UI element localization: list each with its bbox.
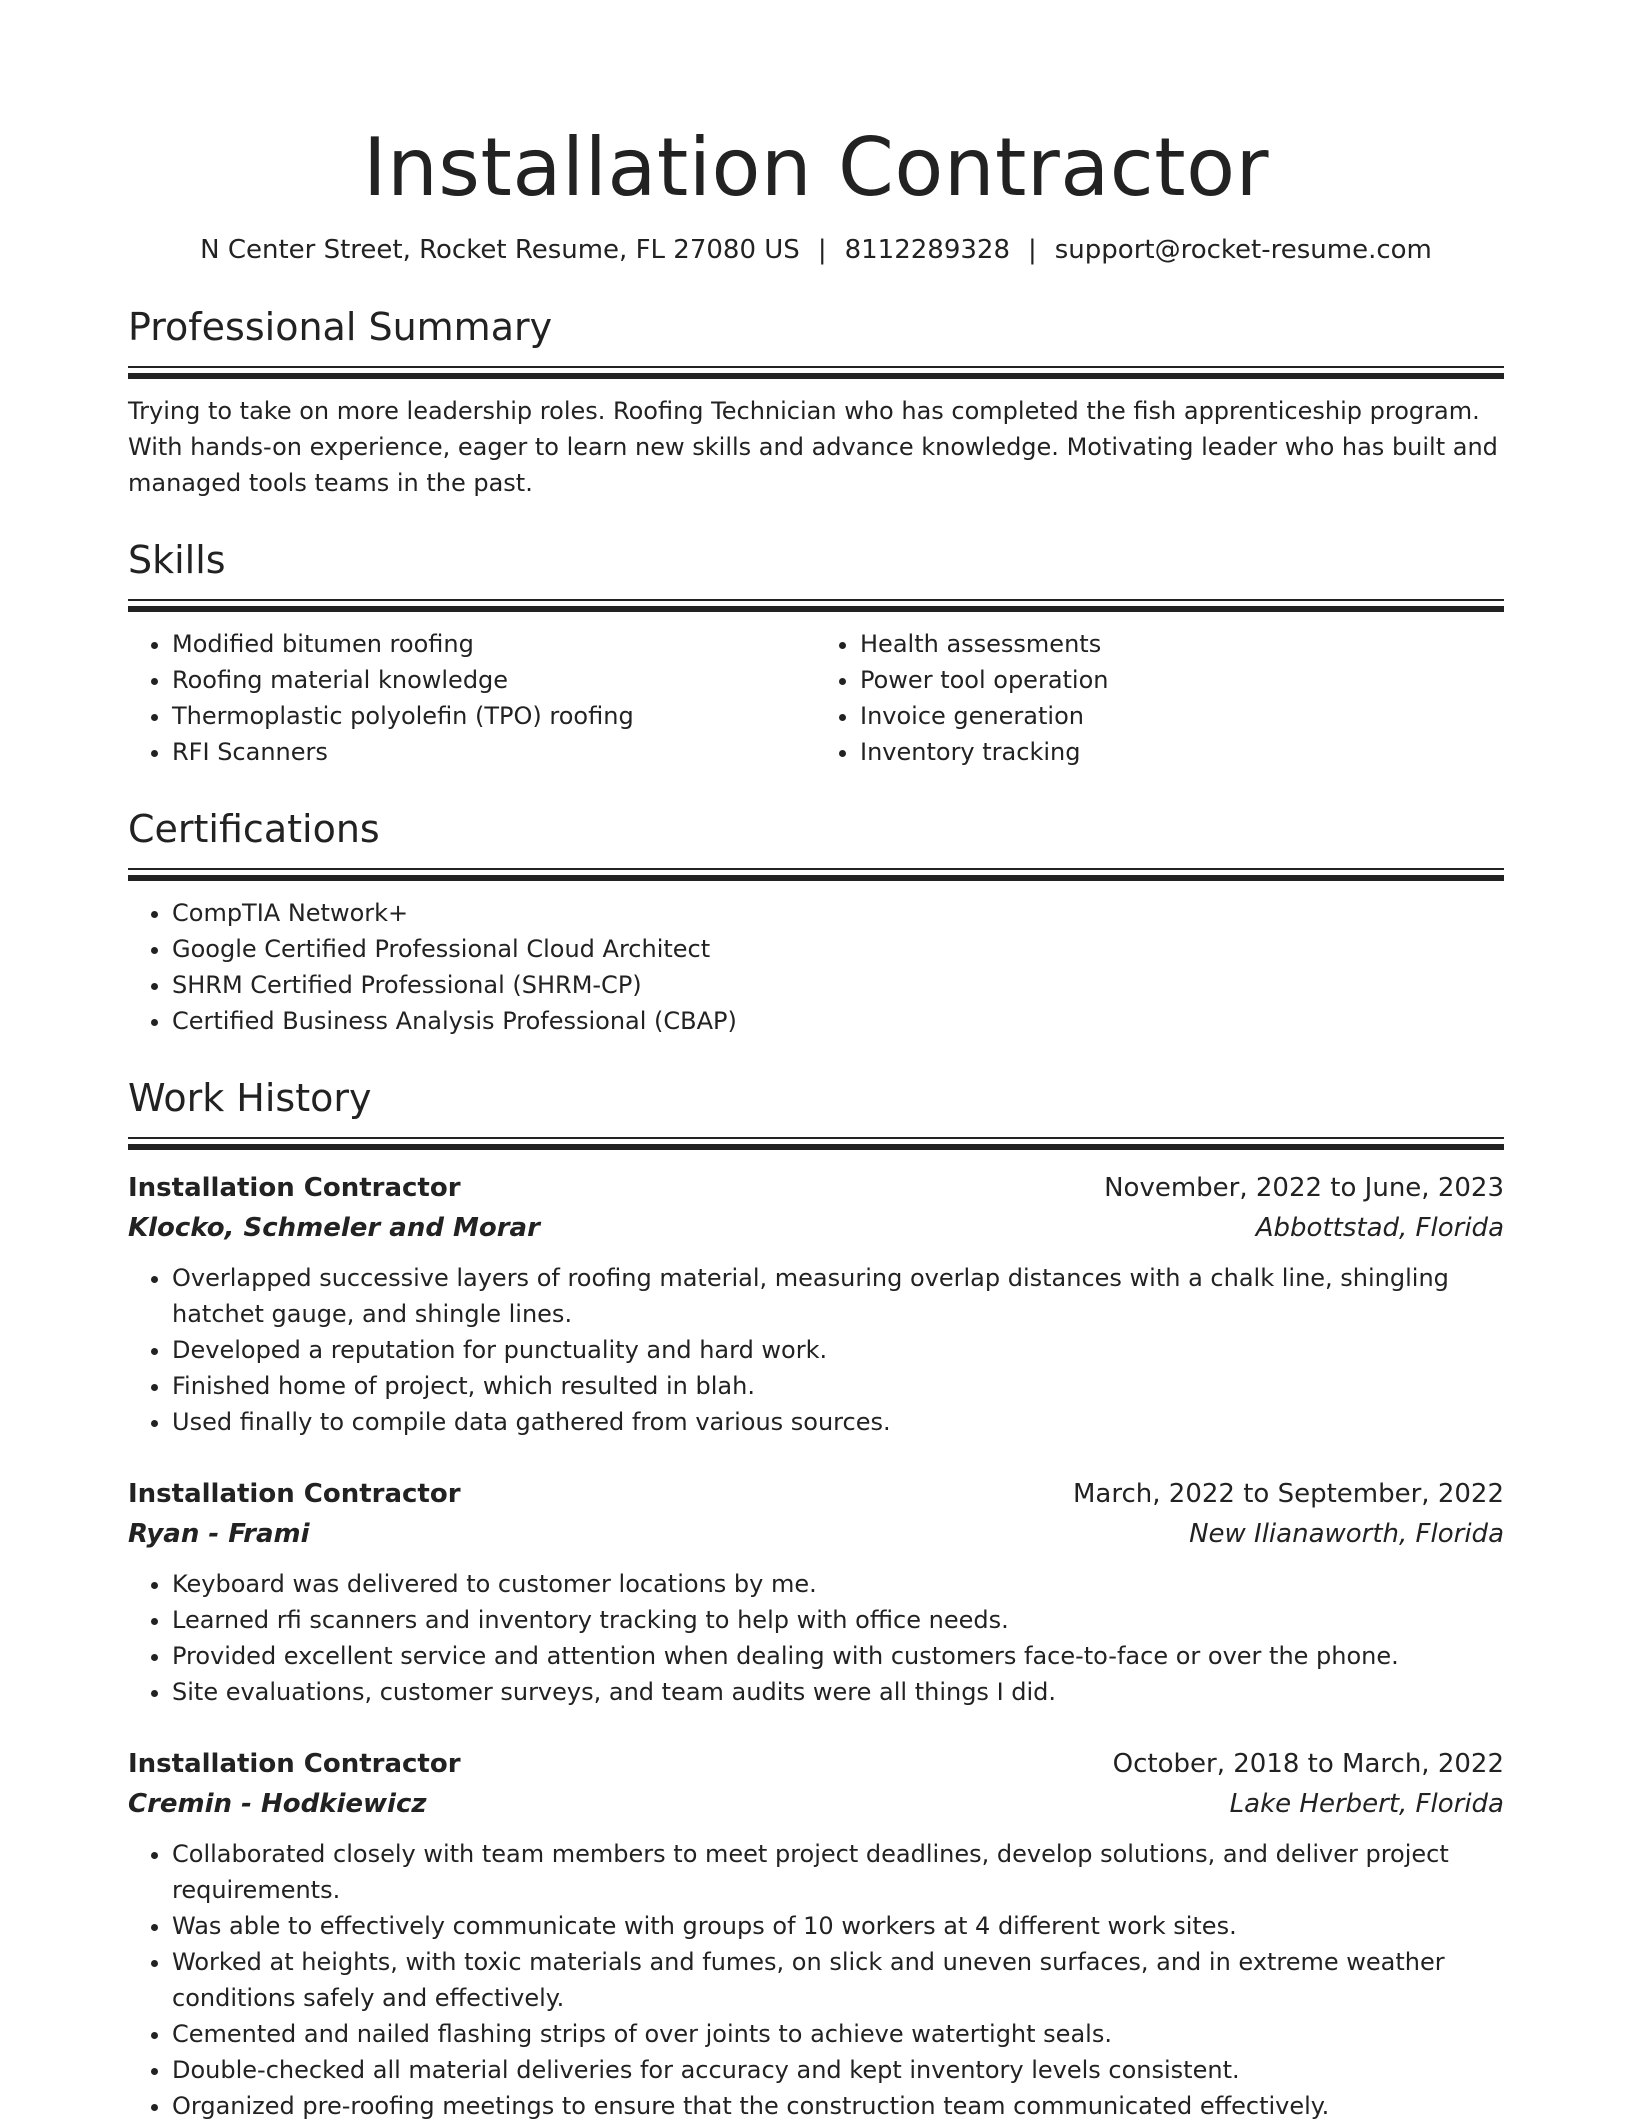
contact-separator: | <box>817 235 827 265</box>
list-item: • Health assessments <box>860 626 1504 662</box>
resume-page <box>128 118 1504 2124</box>
job-title: Installation Contractor <box>128 1173 461 1203</box>
list-item: • CompTIA Network+ <box>172 895 1504 931</box>
section-divider <box>128 868 1504 881</box>
job-entry <box>128 1744 1504 2124</box>
job-company: Ryan - Frami <box>128 1519 310 1549</box>
list-item: • RFI Scanners <box>172 734 816 770</box>
certifications-list <box>128 895 1504 1039</box>
job-entry <box>128 1474 1504 1710</box>
job-location: New Ilianaworth, Florida <box>1189 1519 1504 1549</box>
job-dates: October, 2018 to March, 2022 <box>1112 1749 1504 1779</box>
job-header-row <box>128 1168 1504 1208</box>
contact-email[interactable]: support@rocket-resume.com <box>1054 235 1432 265</box>
job-title: Installation Contractor <box>128 1749 461 1779</box>
list-item: • Developed a reputation for punctuality and hard work. <box>172 1332 1504 1368</box>
job-dates: November, 2022 to June, 2023 <box>1104 1173 1504 1203</box>
list-item: • Learned rfi scanners and inventory tracking to help with office needs. <box>172 1602 1504 1638</box>
list-item: • Cemented and nailed flashing strips of over joints to achieve watertight seals. <box>172 2016 1504 2052</box>
job-entry <box>128 1168 1504 1440</box>
section-work-history <box>128 1073 1504 2124</box>
list-item: • Roofing material knowledge <box>172 662 816 698</box>
section-title: Work History <box>128 1076 372 1120</box>
list-item: • Collaborated closely with team members to meet project deadlines, develop solutions, and deliver project requirements. <box>172 1836 1504 1908</box>
job-dates: March, 2022 to September, 2022 <box>1073 1479 1504 1509</box>
section-certifications <box>128 804 1504 1039</box>
section-divider <box>128 599 1504 612</box>
list-item: • Overlapped successive layers of roofing material, measuring overlap distances with a chalk line, shingling hatchet gauge, and shingle lines. <box>172 1260 1504 1332</box>
job-company-row <box>128 1514 1504 1554</box>
section-title: Certifications <box>128 807 380 851</box>
job-company: Klocko, Schmeler and Morar <box>128 1213 540 1243</box>
list-item: • Worked at heights, with toxic materials and fumes, on slick and uneven surfaces, and in extreme weather conditions safely and effectively. <box>172 1944 1504 2016</box>
job-bullets <box>128 1260 1504 1440</box>
job-location: Lake Herbert, Florida <box>1229 1789 1504 1819</box>
job-title: Installation Contractor <box>128 1479 461 1509</box>
list-item: • Inventory tracking <box>860 734 1504 770</box>
contact-separator: | <box>1028 235 1037 265</box>
job-company: Cremin - Hodkiewicz <box>128 1789 427 1819</box>
list-item: • Power tool operation <box>860 662 1504 698</box>
section-divider <box>128 366 1504 379</box>
list-item: • Used finally to compile data gathered from various sources. <box>172 1404 1504 1440</box>
list-item: • Organized pre-roofing meetings to ensure that the construction team communicated effectively. <box>172 2088 1504 2124</box>
job-location: Abbottstad, Florida <box>1255 1213 1504 1243</box>
section-title: Skills <box>128 538 226 582</box>
section-title: Professional Summary <box>128 305 553 349</box>
skills-list-left <box>128 626 816 770</box>
summary-text: Trying to take on more leadership roles. Roofing Technician who has completed the fish apprenticeship program. With hands-on experience, eager to learn new skills and advance knowledge. Motivating leader who has built and managed tools teams in the past. <box>128 397 1498 497</box>
job-bullets <box>128 1836 1504 2124</box>
list-item: • Modified bitumen roofing <box>172 626 816 662</box>
list-item: • Certified Business Analysis Professional (CBAP) <box>172 1003 1504 1039</box>
list-item: • Site evaluations, customer surveys, and team audits were all things I did. <box>172 1674 1504 1710</box>
list-item: • Google Certified Professional Cloud Architect <box>172 931 1504 967</box>
resume-name: Installation Contractor <box>363 121 1269 214</box>
contact-line <box>128 232 1504 268</box>
job-company-row <box>128 1208 1504 1248</box>
skills-list-right <box>816 626 1504 770</box>
list-item: • Was able to effectively communicate with groups of 10 workers at 4 different work sites. <box>172 1908 1504 1944</box>
list-item: • Keyboard was delivered to customer locations by me. <box>172 1566 1504 1602</box>
list-item: • Thermoplastic polyolefin (TPO) roofing <box>172 698 816 734</box>
section-professional-summary <box>128 302 1504 501</box>
list-item: • Provided excellent service and attention when dealing with customers face-to-face or over the phone. <box>172 1638 1504 1674</box>
skills-columns <box>128 626 1504 770</box>
list-item: • Finished home of project, which resulted in blah. <box>172 1368 1504 1404</box>
list-item: • Invoice generation <box>860 698 1504 734</box>
job-bullets <box>128 1566 1504 1710</box>
section-skills <box>128 535 1504 770</box>
list-item: • Double-checked all material deliveries for accuracy and kept inventory levels consistent. <box>172 2052 1504 2088</box>
section-divider <box>128 1137 1504 1150</box>
job-company-row <box>128 1784 1504 1824</box>
job-header-row <box>128 1474 1504 1514</box>
contact-phone: 8112289328 <box>844 235 1010 265</box>
job-header-row <box>128 1744 1504 1784</box>
contact-address: N Center Street, Rocket Resume, FL 27080 US <box>200 235 800 265</box>
list-item: • SHRM Certified Professional (SHRM-CP) <box>172 967 1504 1003</box>
